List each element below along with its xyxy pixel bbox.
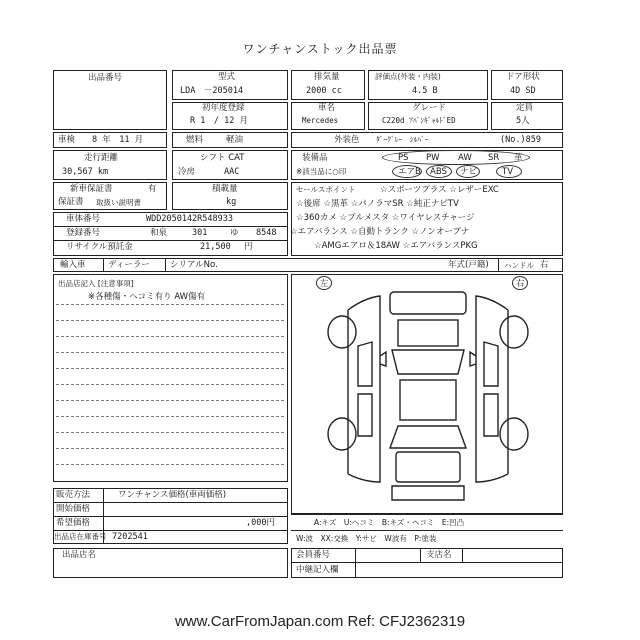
import-div-2: [165, 258, 166, 272]
import-label: 輸入車: [60, 260, 86, 270]
firstreg-value: R 1 / 12 月: [190, 116, 248, 126]
chassis-divider-2: [53, 240, 288, 241]
doors-value: 4D SD: [510, 86, 536, 96]
hope-label: 希望価格: [56, 518, 91, 528]
start-label: 開始価格: [56, 504, 91, 514]
capacity-label: 定員: [516, 103, 534, 113]
chassis-divider-1: [53, 226, 288, 227]
plate-class: 301: [192, 228, 208, 238]
equip-pw: PW: [426, 153, 440, 163]
notes-rule-11: [56, 464, 284, 465]
selling-point-4: ☆エアバランス ☆自動トランク ☆ノンオープナ: [290, 227, 470, 237]
load-label: 積載量: [212, 184, 238, 194]
equip-airbag: エアB: [398, 167, 421, 177]
legend-mid-rule: [291, 530, 563, 531]
equip-tv: TV: [502, 167, 514, 177]
legend-line-2: W:波 XX:交換 Y:サビ W波有 P:塗装: [296, 534, 437, 543]
chassis-value: WDD2050142R548933: [146, 214, 233, 224]
notes-rule-6: [56, 384, 284, 385]
dealer-label: ディーラー: [108, 260, 150, 270]
firstreg-label: 初年度登録: [202, 103, 245, 113]
contact-label: 中継記入欄: [296, 565, 339, 575]
notes-box: [53, 274, 288, 482]
equip-ps: PS: [398, 153, 409, 163]
price-row-1: [53, 502, 288, 503]
member-div-1: [355, 548, 356, 578]
plate-number: 8548: [256, 228, 277, 238]
price-row-2: [53, 516, 288, 517]
shift-label: シフト CAT: [200, 153, 245, 163]
chassis-label: 車体番号: [66, 214, 101, 224]
equip-aw: AW: [458, 153, 472, 163]
notes-rule-2: [56, 320, 284, 321]
footer-reference: www.CarFromJapan.com Ref: CFJ2362319: [174, 613, 466, 630]
import-div-3: [498, 258, 499, 272]
hope-value: ,000円: [246, 518, 275, 528]
mileage-value: 30,567 km: [62, 167, 109, 177]
lot-label: 出品番号: [88, 73, 123, 83]
import-div-1: [103, 258, 104, 272]
maker-value: Mercedes: [302, 116, 339, 125]
car-diagram-icon: [300, 286, 556, 508]
selling-point-1: ☆スポーツプラス ☆レザーEXC: [380, 185, 499, 195]
equip-navi: ナビ: [460, 167, 478, 177]
displacement-label: 排気量: [314, 72, 340, 82]
aircon-label: 冷房: [178, 167, 196, 177]
branch-label: 支店名: [426, 550, 452, 560]
notes-line-1: ※各種傷・ヘコミ有り AW傷有: [88, 292, 206, 302]
equip-label: 装備品: [302, 153, 328, 163]
plate-kana: ゆ: [230, 228, 239, 238]
plate-label: 登録番号: [66, 228, 101, 238]
color-value: ﾀﾞｰｸﾞﾚｰ ｼﾙﾊﾞｰ: [376, 135, 429, 144]
mileage-label: 走行距離: [84, 153, 119, 163]
color-label: 外装色: [334, 135, 360, 145]
notes-rule-10: [56, 448, 284, 449]
grade-value: C220d ｱﾊﾞﾝｷﾞｬﾙﾄﾞED: [382, 116, 456, 125]
equip-sub: ※該当品に○印: [296, 167, 347, 176]
aircon-value: AAC: [224, 167, 240, 177]
diagram-left-label: 左: [320, 279, 329, 289]
method-label: 販売方法: [56, 490, 91, 500]
model-value: LDA －205014: [180, 86, 244, 96]
notes-rule-9: [56, 432, 284, 433]
plate-area: 和泉: [150, 228, 168, 238]
model-label: 型式: [218, 72, 236, 82]
page-title: ワンチャンストック出品票: [242, 42, 398, 56]
equip-sr: SR: [488, 153, 500, 163]
notes-rule-3: [56, 336, 284, 337]
equip-abs: ABS: [430, 167, 447, 177]
newcar-value: 有: [148, 184, 157, 194]
handle-value: 右: [540, 260, 549, 270]
notes-rule-5: [56, 368, 284, 369]
recycle-unit: 円: [244, 242, 253, 252]
doors-label: ドア形状: [506, 72, 540, 82]
score-value: 4.5 B: [412, 86, 438, 96]
recycle-label: リサイクル預託金: [66, 242, 133, 252]
notes-header: 出品店記入 [注意事項]: [58, 279, 134, 288]
recycle-value: 21,500: [200, 242, 231, 252]
color-number: (No.)859: [500, 135, 541, 145]
member-label: 会員番号: [296, 550, 331, 560]
selling-point-3: ☆360カメ ☆ブルメスタ ☆ワイヤレスチャージ: [296, 213, 475, 223]
fuel-label: 燃料: [186, 135, 204, 145]
shop-label: 出品店名: [62, 550, 97, 560]
inspection-value: 8 年 11 月: [92, 135, 144, 145]
displacement-value: 2000 cc: [306, 86, 342, 96]
equip-leather: 革: [514, 153, 523, 163]
inspection-label: 車検: [58, 135, 76, 145]
notes-rule-8: [56, 416, 284, 417]
diagram-right-label: 右: [516, 279, 525, 289]
newcar-label: 新車保証書: [70, 184, 113, 194]
capacity-value: 5人: [516, 116, 530, 126]
notes-rule-4: [56, 352, 284, 353]
stock-value: 7202541: [112, 532, 148, 542]
stock-label: 出品店在庫番号: [54, 532, 107, 541]
price-row-3: [53, 530, 288, 531]
selling-point-5: ☆AMGエアロ＆18AW ☆エアバランスPKG: [314, 241, 478, 251]
member-mid-rule: [291, 562, 563, 563]
legend-top-rule: [291, 514, 563, 515]
notes-rule-1: [56, 304, 284, 305]
selling-point-2: ☆後席 ☆黒革 ☆パノラマSR ☆純正ナビTV: [296, 199, 459, 209]
grade-label: グレード: [412, 103, 447, 113]
fuel-value: 軽油: [226, 135, 244, 145]
serial-label: シリアルNo.: [170, 260, 218, 270]
legend-line-1: A:キズ U:ヘコミ B:キズ・ヘコミ E:凹凸: [314, 518, 465, 527]
member-div-2: [420, 548, 421, 562]
book-label: 保証書: [58, 197, 84, 207]
selling-points-label: セールスポイント: [296, 185, 356, 194]
method-value: ワンチャンス価格(車両価格): [118, 490, 227, 500]
load-value: kg: [226, 197, 237, 207]
notes-rule-7: [56, 400, 284, 401]
member-div-3: [462, 548, 463, 562]
maker-label: 車名: [318, 103, 336, 113]
year-label: 年式(戸籍): [448, 260, 489, 270]
handle-label: ハンドル: [504, 261, 534, 270]
book-value: 取扱い説明書: [96, 198, 141, 207]
score-label: 評価点(外装・内装): [375, 72, 441, 81]
